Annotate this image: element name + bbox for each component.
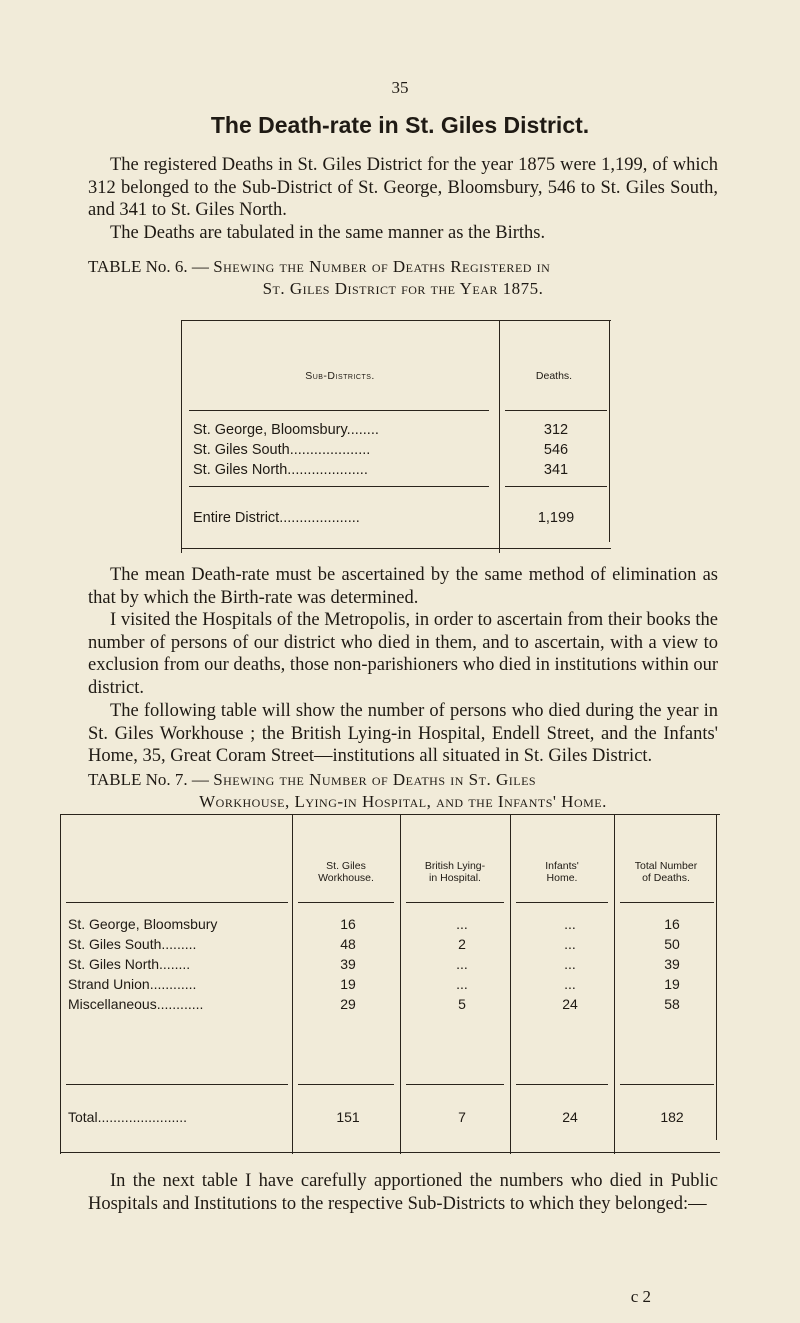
table6-total-row [193,510,603,531]
paragraph-method-text: The mean Death-rate must be ascertained by the same method of elimination as that by which the Birth-rate was determined. [88,565,718,608]
table7-cell-workhouse: 39 [340,956,356,972]
paragraph-intro-text: The registered Deaths in St. Giles District for the year 1875 were 1,199, of which 312 belonged to the Sub-District of St. George, Bloomsbury, 546 to St. Giles South, and 341 to St. Giles North. [88,155,718,220]
table6-row-label: St. Giles North.................... [193,462,368,478]
table7-rule-total-0 [66,1084,288,1085]
table7-header-workhouse-l1: St. Giles [326,860,366,872]
table7-rule-bottom [60,1152,720,1153]
table6-rule-top [181,320,611,321]
table6-header-subdistricts: Sub-Districts. [305,370,375,382]
table7-row [68,976,718,996]
table7-row-label: St. Giles South......... [68,936,197,952]
table7-row [68,916,718,936]
table7-row [68,956,718,976]
table7-total-infants-home: 24 [562,1109,578,1125]
table7-cell-workhouse: 19 [340,976,356,992]
table7-cell-lying-in: 5 [458,996,466,1012]
table6-total-value: 1,199 [537,510,575,526]
table6-rule-total-right [505,486,607,487]
table7-rule-header-1 [298,902,394,903]
table6-caption-line2: St. Giles District for the Year 1875. [262,279,544,298]
table7-caption-line1: Shewing the Number of Deaths in St. Giles [213,770,537,789]
table7-header-total [614,860,718,884]
table7-total-workhouse: 151 [336,1109,360,1125]
table6-rule-right [609,320,610,542]
table7-header-workhouse-l2: Workhouse. [318,872,374,884]
table6-row-label: St. Giles South.................... [193,442,371,458]
table7-cell-lying-in: ... [456,916,468,932]
table7-caption [88,769,718,813]
table7-row [68,936,718,956]
paragraph-following-table [88,700,718,768]
section-heading: The Death-rate in St. Giles District. [210,112,590,138]
table7-row-label: Strand Union............ [68,976,197,992]
paragraph-following-table-text: The following table will show the number of persons who died during the year in St. Giles Workhouse ; the British Lying-in Hospital, Endell Street, and the Infants' Home, 35, Great Coram Street—institutions all situated in St. Giles District. [88,701,718,766]
table7-total-label: Total....................... [68,1109,188,1125]
page-number: 35 [391,78,409,97]
table6-rule-bottom [181,548,611,549]
table7-rule-header-0 [66,902,288,903]
table6-row-value: 546 [543,442,569,458]
table6-caption [88,256,718,300]
table7-rule-total-3 [516,1084,608,1085]
table7-cell-infants-home: 24 [562,996,578,1012]
paragraph-next-table-text: In the next table I have carefully apportioned the numbers who died in Public Hospitals and Institutions to the respective Sub-Districts to which they belonged:— [88,1171,718,1214]
table7-cell-total: 39 [664,956,680,972]
table7-header-workhouse [292,860,400,884]
table7-cell-total: 58 [664,996,680,1012]
table7-header-total-l1: Total Number [634,860,698,872]
table6 [181,318,611,553]
table6-caption-line1: Shewing the Number of Deaths Registered in [213,257,551,276]
table7-cell-workhouse: 48 [340,936,356,952]
table7-cell-lying-in: ... [456,956,468,972]
table7-row-label: Miscellaneous............ [68,996,204,1012]
table7-cell-infants-home: ... [564,916,576,932]
table7-cell-workhouse: 16 [340,916,356,932]
table6-row-label: St. George, Bloomsbury........ [193,422,379,438]
table7-cell-total: 16 [664,916,680,932]
table7 [60,812,720,1157]
table7-header-lying-in-l2: in Hospital. [429,872,481,884]
table7-row-label: St. Giles North........ [68,956,191,972]
table7-rule-total-4 [620,1084,714,1085]
table7-rule-header-3 [516,902,608,903]
table7-caption-line2: Workhouse, Lying-in Hospital, and the Infants' Home. [199,792,607,811]
paragraph-intro [88,154,718,222]
table7-cell-infants-home: ... [564,956,576,972]
table7-header-infants-home-l2: Home. [546,872,578,884]
table7-header-lying-in [400,860,510,884]
paragraph-tabulated [88,222,718,245]
table7-cell-lying-in: 2 [458,936,466,952]
table7-total-lying-in: 7 [458,1109,466,1125]
table6-header-deaths: Deaths. [535,370,573,382]
table7-total-total: 182 [660,1109,684,1125]
table6-row [193,422,603,443]
table7-rule-header-2 [406,902,504,903]
table6-row-value: 341 [543,462,569,478]
table7-total-row [68,1109,718,1129]
table7-caption-lead: TABLE No. 7. — [88,770,214,789]
table7-header-lying-in-l1: British Lying- [424,860,486,872]
table7-rule-total-1 [298,1084,394,1085]
table6-row [193,442,603,463]
table7-header-infants-home [510,860,614,884]
table7-header-infants-home-l1: Infants' [545,860,579,872]
table7-cell-infants-home: ... [564,936,576,952]
table6-caption-lead: TABLE No. 6. — [88,257,214,276]
table6-rule-header-right [505,410,607,411]
table7-cell-total: 19 [664,976,680,992]
paragraph-hospitals-text: I visited the Hospitals of the Metropolis, in order to ascertain from their books the number of persons of our district who died in them, and to ascertain, with a view to exclusion from our deaths, those non-parishioners who died in institutions within our district. [88,610,718,698]
table7-header-total-l2: of Deaths. [642,872,690,884]
table6-total-label: Entire District.................... [193,510,360,526]
table7-row-label: St. George, Bloomsbury [68,916,218,932]
paragraph-next-table [88,1170,718,1215]
paragraph-method [88,564,718,609]
table7-row [68,996,718,1016]
table7-cell-infants-home: ... [564,976,576,992]
table7-rule-left [60,814,61,1154]
table6-rule-total-left [189,486,489,487]
table7-cell-lying-in: ... [456,976,468,992]
table7-cell-workhouse: 29 [340,996,356,1012]
signature-mark: c 2 [630,1287,651,1306]
table7-rule-total-2 [406,1084,504,1085]
paragraph-hospitals [88,609,718,699]
table6-rule-header-left [189,410,489,411]
table6-row-value: 312 [543,422,569,438]
paragraph-tabulated-text: The Deaths are tabulated in the same manner as the Births. [110,223,546,243]
table6-row [193,462,603,483]
table7-cell-total: 50 [664,936,680,952]
table7-rule-header-4 [620,902,714,903]
table7-rule-top [60,814,720,815]
table6-rule-left [181,320,182,553]
